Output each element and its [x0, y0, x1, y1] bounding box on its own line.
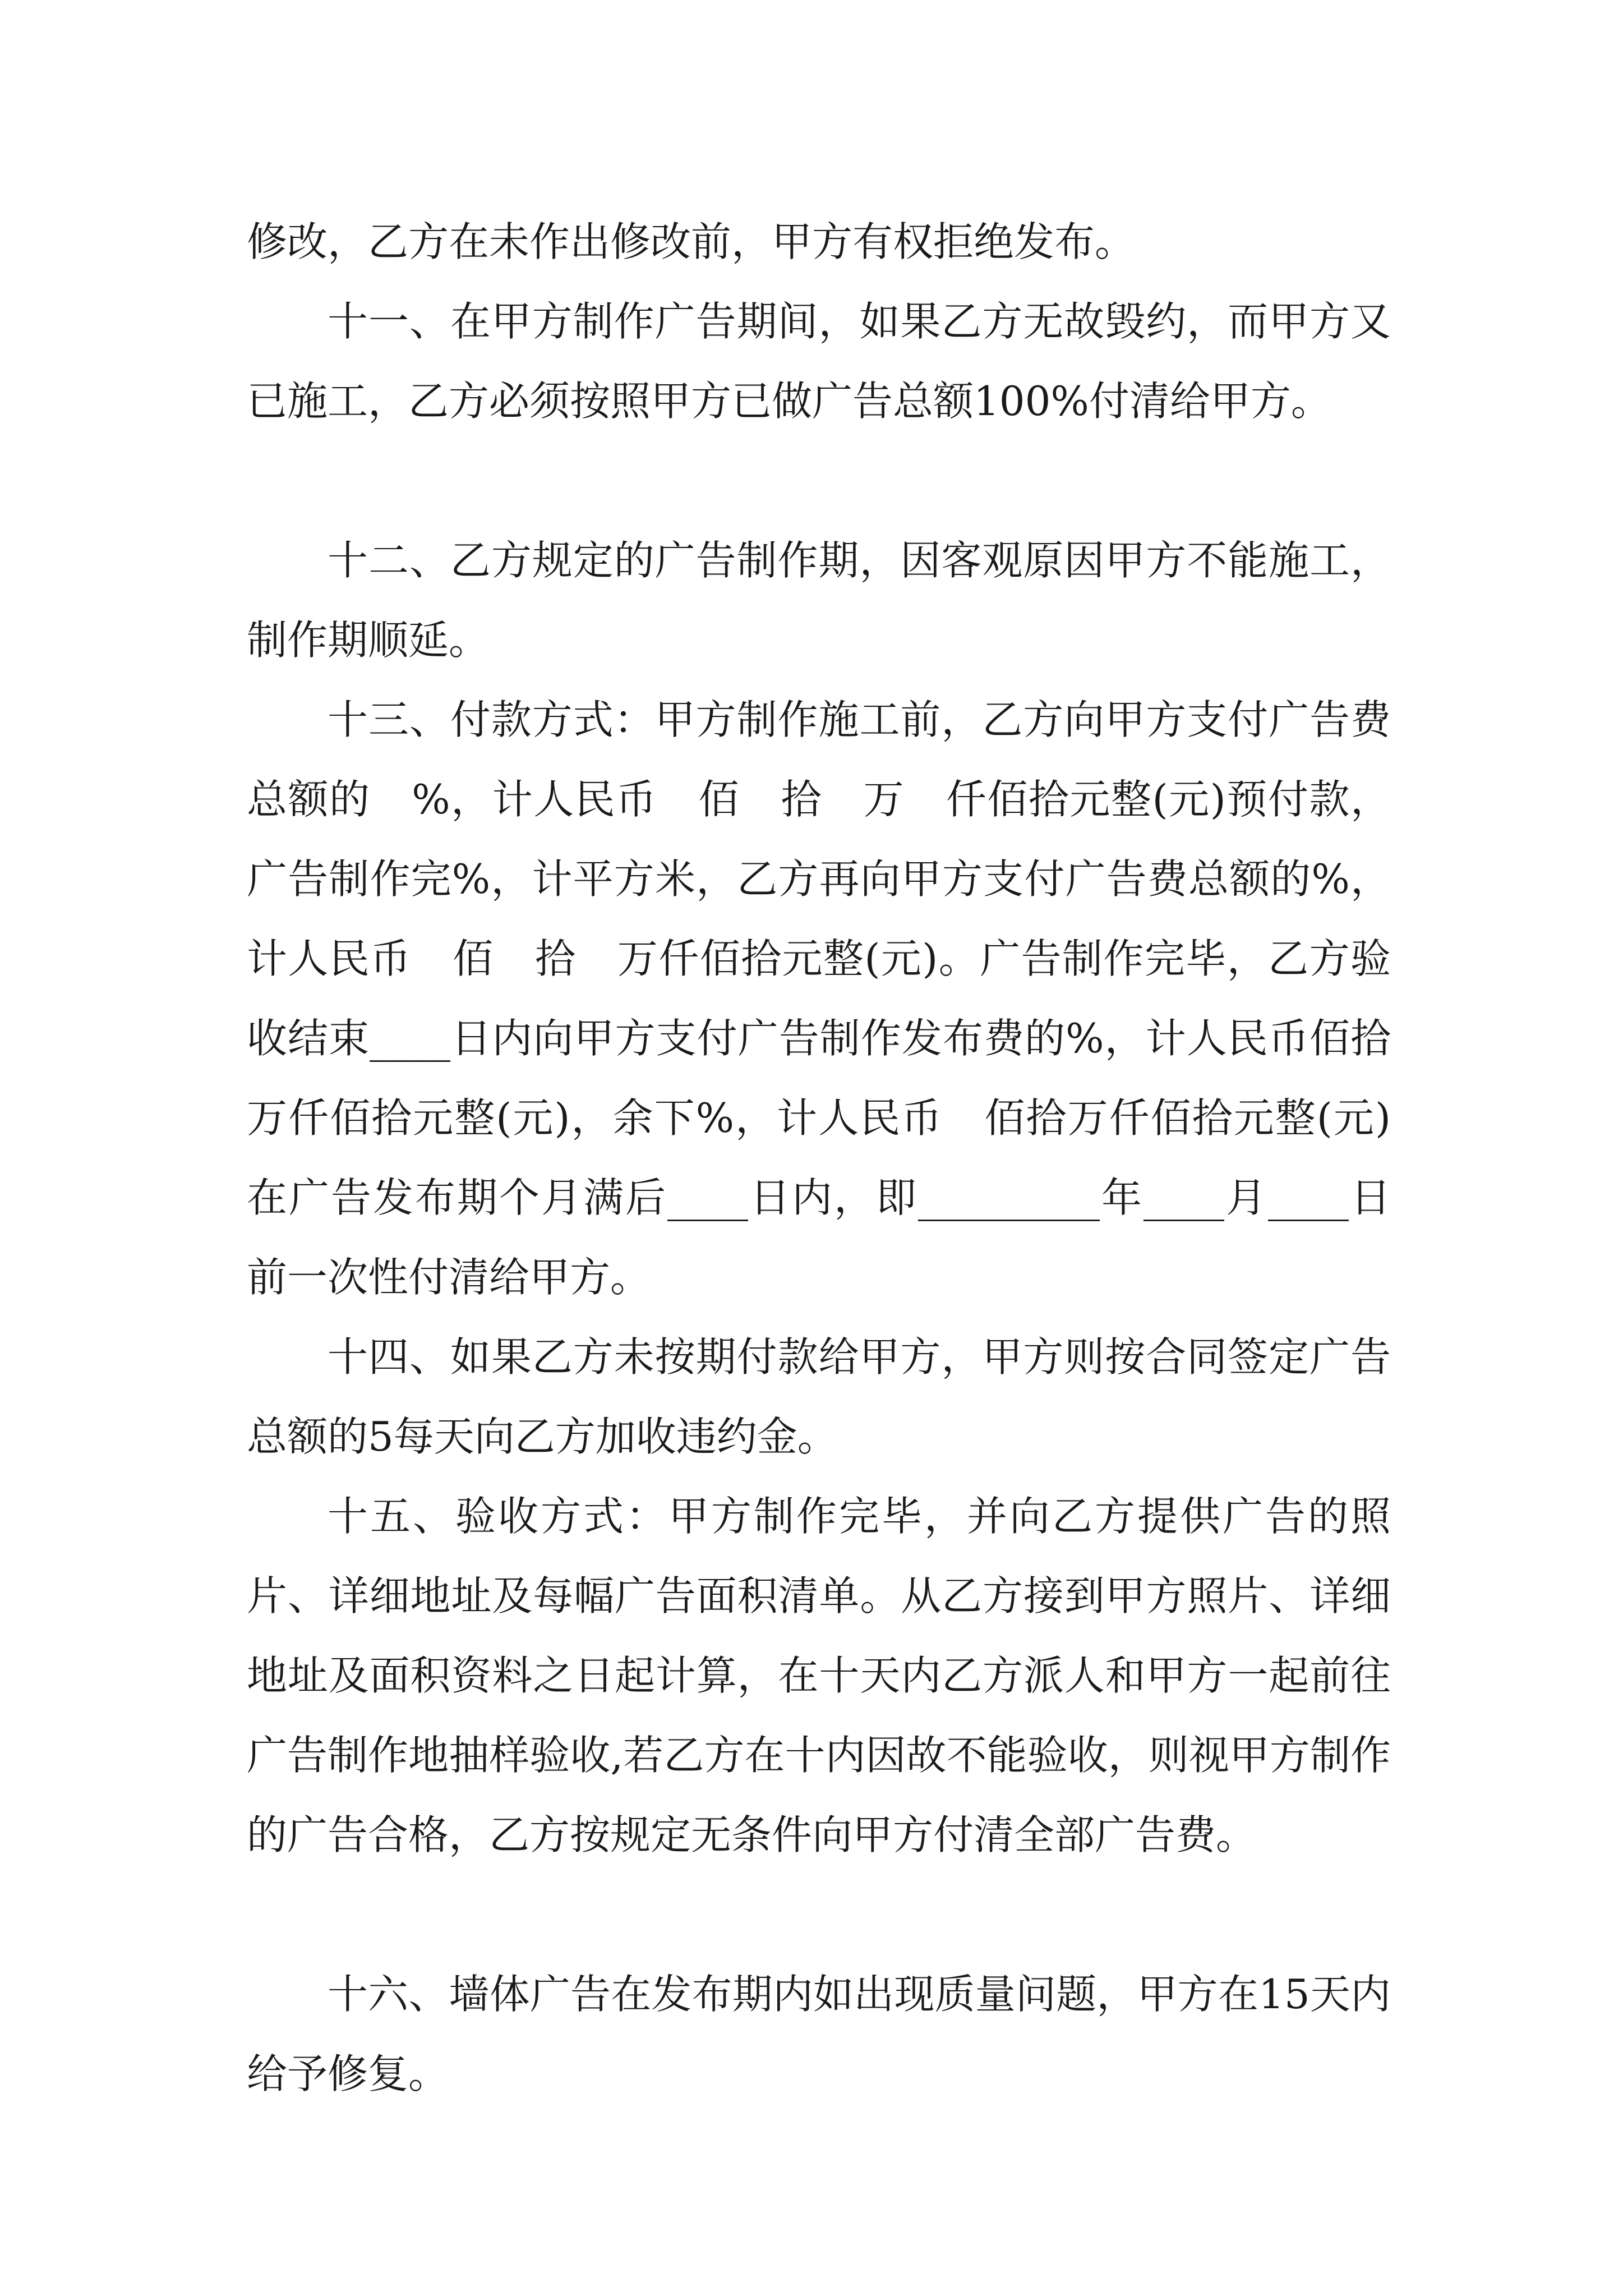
paragraph-clause-13: 十三、付款方式：甲方制作施工前，乙方向甲方支付广告费总额的 %，计人民币 佰 拾 万 仟佰拾元整(元)预付款，广告制作完%，计平方米，乙方再向甲方支付广告费总额的%，计人民币 佰 拾 万仟佰拾元整(元)。广告制作完毕，乙方验收结束____日内向甲方支付广告制作发布费的%，计人民币佰拾万仟佰拾元整(元)，余下%，计人民币 佰拾万仟佰拾元整(元)在广告发布期个月满后____日内，即_________年____月____日前一次性付清给甲方。: [247, 696, 1391, 1301]
paragraph-continuation: 修改，乙方在未作出修改前，甲方有权拒绝发布。: [247, 218, 1136, 265]
paragraph-clause-12: 十二、乙方规定的广告制作期，因客观原因甲方不能施工，制作期顺延。: [247, 537, 1391, 664]
paragraph-clause-11: 十一、在甲方制作广告期间，如果乙方无故毁约，而甲方又已施工，乙方必须按照甲方已做广告总额100%付清给甲方。: [247, 298, 1391, 425]
paragraph-clause-15: 十五、验收方式：甲方制作完毕，并向乙方提供广告的照片、详细地址及每幅广告面积清单。从乙方接到甲方照片、详细地址及面积资料之日起计算，在十天内乙方派人和甲方一起前往广告制作地抽样验收,若乙方在十内因故不能验收，则视甲方制作的广告合格，乙方按规定无条件向甲方付清全部广告费。: [247, 1493, 1391, 1858]
paragraph-clause-16: 十六、墙体广告在发布期内如出现质量问题，甲方在15天内给予修复。: [247, 1971, 1391, 2097]
paragraph-clause-14: 十四、如果乙方未按期付款给甲方，甲方则按合同签定广告总额的5每天向乙方加收违约金。: [247, 1333, 1391, 1460]
